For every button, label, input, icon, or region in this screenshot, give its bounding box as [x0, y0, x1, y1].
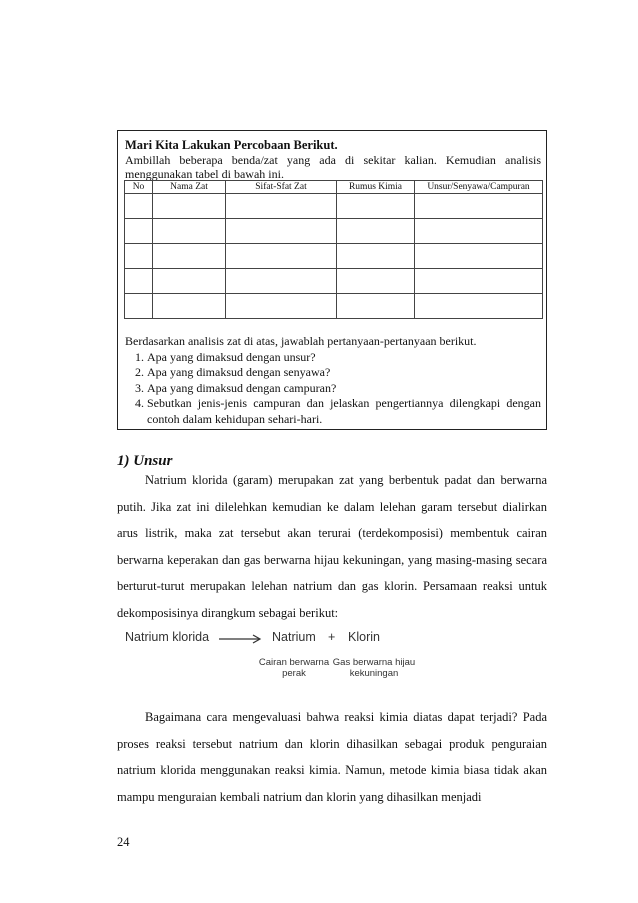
list-item: 4. Sebutkan jenis-jenis campuran dan jelaskan pengertiannya dilengkapi dengan contoh dalam kehidupan sehari-hari.	[147, 396, 541, 427]
table-cell	[125, 194, 153, 219]
paragraph-2	[117, 704, 547, 810]
paragraph-1-text: Natrium klorida (garam) merupakan zat yang berbentuk padat dan berwarna putih. Jika zat ini dilelehkan kemudian ke dalam lelehan garam tersebut dialirkan arus listrik, maka zat tersebut akan terurai (terdekomposisi) membentuk cairan berwarna keperakan dan gas berwarna hijau kekuningan, yang masing-masing secara berturut-turut merupakan lelehan natrium dan gas klorin. Persamaan reaksi untuk dekomposisinya dirangkum sebagai berikut:	[117, 473, 547, 620]
table-cell	[125, 294, 153, 319]
klorin-note-line1: Gas berwarna hijau	[332, 657, 416, 668]
page-number: 24	[117, 835, 130, 849]
list-item: 2. Apa yang dimaksud dengan senyawa?	[147, 365, 541, 381]
table-cell	[226, 244, 337, 269]
table-cell	[337, 194, 415, 219]
paragraph-1	[117, 467, 547, 626]
section-heading: 1) Unsur	[117, 453, 173, 469]
natrium-note-line2: perak	[282, 668, 306, 679]
table-cell	[415, 219, 543, 244]
table-cell	[415, 194, 543, 219]
header-klasifikasi: Unsur/Senyawa/Campuran	[415, 181, 543, 194]
header-rumus-kimia: Rumus Kimia	[337, 181, 415, 194]
table-row	[125, 294, 543, 319]
table-cell	[153, 269, 226, 294]
table-cell	[226, 269, 337, 294]
table-cell	[153, 294, 226, 319]
header-sifat-zat: Sifat-Sfat Zat	[226, 181, 337, 194]
list-item: 3. Apa yang dimaksud dengan campuran?	[147, 381, 541, 397]
table-cell	[153, 194, 226, 219]
table-cell	[337, 219, 415, 244]
reaction-equation	[125, 630, 425, 690]
activity-title: Mari Kita Lakukan Percobaan Berikut.	[125, 138, 338, 152]
table-cell	[153, 244, 226, 269]
table-cell	[415, 294, 543, 319]
table-cell	[226, 219, 337, 244]
table-row	[125, 194, 543, 219]
table-cell	[125, 219, 153, 244]
questions-block	[125, 334, 541, 427]
table-cell	[125, 244, 153, 269]
header-nama-zat: Nama Zat	[153, 181, 226, 194]
paragraph-2-text: Bagaimana cara mengevaluasi bahwa reaksi kimia diatas dapat terjadi? Pada proses reaksi tersebut natrium dan klorin dihasilkan sebagai produk penguraian natrium klorida menggunakan reaksi kimia. Namun, metode kimia biasa tidak akan mampu menguraian kembali natrium dan klorin yang dihasilkan menjadi	[117, 710, 547, 804]
questions-intro: Berdasarkan analisis zat di atas, jawablah pertanyaan-pertanyaan berikut.	[125, 334, 477, 348]
table-row	[125, 244, 543, 269]
klorin-note	[332, 657, 416, 679]
table-cell	[337, 269, 415, 294]
activity-box	[117, 130, 547, 430]
product-klorin: Klorin	[348, 630, 380, 644]
questions-list	[125, 350, 541, 428]
product-natrium: Natrium	[272, 630, 316, 644]
table-cell	[226, 294, 337, 319]
header-no: No	[125, 181, 153, 194]
table-row	[125, 219, 543, 244]
analysis-table	[124, 180, 543, 319]
reaction-arrow-icon	[219, 633, 265, 645]
table-cell	[226, 194, 337, 219]
reactant-label: Natrium klorida	[125, 630, 210, 644]
table-cell	[337, 244, 415, 269]
natrium-note-line1: Cairan berwarna	[258, 657, 330, 668]
table-cell	[415, 244, 543, 269]
klorin-note-line2: kekuningan	[349, 668, 399, 679]
plus-sign: +	[328, 630, 336, 644]
table-cell	[153, 219, 226, 244]
activity-intro: Ambillah beberapa benda/zat yang ada di sekitar kalian. Kemudian analisis menggunakan tabel di bawah ini.	[125, 153, 541, 181]
table-cell	[125, 269, 153, 294]
natrium-note	[255, 657, 333, 679]
table-cell	[415, 269, 543, 294]
table-cell	[337, 294, 415, 319]
table-row	[125, 269, 543, 294]
table-header-row	[125, 181, 543, 194]
list-item: 1. Apa yang dimaksud dengan unsur?	[147, 350, 541, 366]
